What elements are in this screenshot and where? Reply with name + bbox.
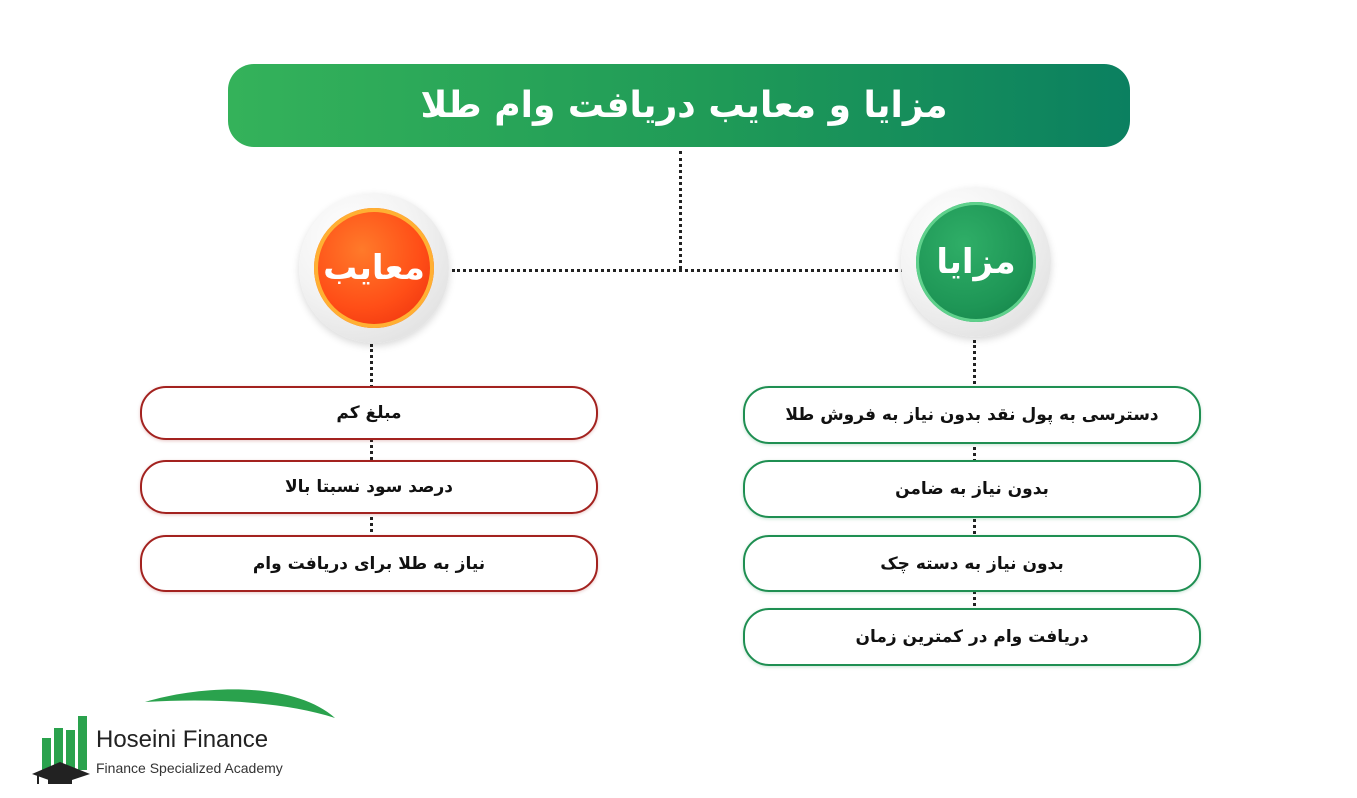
connector-horizontal	[452, 269, 904, 272]
pros-badge	[901, 187, 1051, 337]
pros-item-no-guarantor: بدون نیاز به ضامن	[743, 460, 1201, 518]
cons-badge-label: معایب	[314, 208, 434, 328]
pros-badge-label: مزایا	[916, 202, 1036, 322]
logo-bars-icon	[30, 714, 94, 786]
pros-item-cash-access: دسترسی به پول نقد بدون نیاز به فروش طلا	[743, 386, 1201, 444]
logo-tagline: Finance Specialized Academy	[96, 760, 283, 776]
cons-item-needs-gold: نیاز به طلا برای دریافت وام	[140, 535, 598, 592]
logo-swoosh-icon	[145, 688, 337, 722]
title-banner	[228, 64, 1130, 147]
cons-item-high-interest: درصد سود نسبتا بالا	[140, 460, 598, 514]
page-title	[410, 85, 947, 126]
title-bold: دریافت وام طلا	[420, 85, 696, 126]
pros-item-fast-loan: دریافت وام در کمترین زمان	[743, 608, 1201, 666]
cons-badge	[299, 193, 449, 343]
cons-item-low-amount: مبلغ کم	[140, 386, 598, 440]
logo-name: Hoseini Finance	[96, 726, 269, 753]
pros-item-no-checkbook: بدون نیاز به دسته چک	[743, 535, 1201, 592]
connector-title-down	[679, 151, 682, 269]
title-regular: مزایا و معایب	[708, 85, 948, 126]
